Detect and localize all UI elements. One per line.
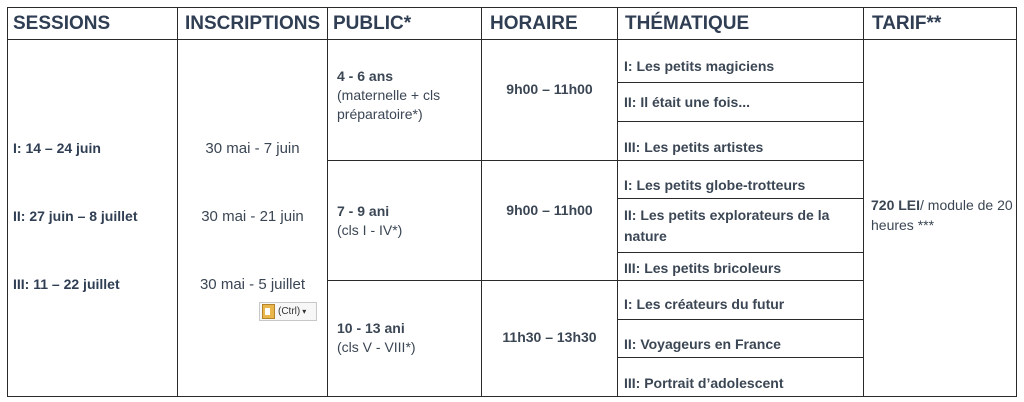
theme-item: III: Les petits artistes bbox=[624, 139, 764, 155]
table-border bbox=[7, 7, 8, 397]
tarif-price: 720 LEI bbox=[871, 197, 921, 213]
schedule-table bbox=[7, 7, 1017, 397]
horaire-1: 9h00 – 11h00 bbox=[506, 81, 593, 97]
horaire-3: 11h30 – 13h30 bbox=[502, 329, 597, 345]
theme-item: II: Il était une fois... bbox=[624, 93, 751, 110]
inscription-3: 30 mai - 5 juillet bbox=[199, 276, 306, 293]
horaire-2: 9h00 – 11h00 bbox=[506, 202, 593, 218]
header-sessions: SESSIONS bbox=[13, 12, 111, 34]
theme-item: II: Voyageurs en France bbox=[624, 336, 781, 352]
column-divider bbox=[177, 7, 178, 397]
chevron-down-icon: ▾ bbox=[302, 307, 307, 316]
header-horaire: HORAIRE bbox=[490, 12, 578, 34]
age-range: 4 - 6 ans bbox=[337, 68, 394, 84]
header-divider bbox=[7, 39, 1017, 40]
age-detail: (maternelle + cls préparatoire*) bbox=[337, 87, 441, 122]
public-group-2 bbox=[337, 202, 477, 240]
theme-item: I: Les petits magiciens bbox=[624, 58, 775, 74]
theme-item: I: Les petits globe-trotteurs bbox=[624, 177, 806, 193]
header-public: PUBLIC* bbox=[333, 12, 412, 34]
table-border bbox=[1016, 7, 1017, 397]
theme-item: II: Les petits explorateurs de la nature bbox=[624, 206, 830, 244]
session-3: III: 11 – 22 juillet bbox=[13, 276, 120, 292]
public-group-1 bbox=[337, 67, 477, 124]
age-range: 10 - 13 ani bbox=[337, 320, 405, 336]
column-divider bbox=[327, 7, 328, 397]
theme-divider bbox=[617, 121, 863, 122]
column-divider bbox=[863, 7, 864, 397]
public-group-3 bbox=[337, 319, 477, 357]
paste-options-label: (Ctrl) bbox=[278, 306, 301, 317]
session-2: II: 27 juin – 8 juillet bbox=[13, 208, 138, 224]
tarif-cell bbox=[871, 195, 1013, 235]
header-inscriptions: INSCRIPTIONS bbox=[185, 12, 321, 34]
inscription-1: 30 mai - 7 juin bbox=[205, 140, 300, 157]
theme-item: I: Les créateurs du futur bbox=[624, 296, 785, 312]
theme-item: III: Portrait d’adolescent bbox=[624, 375, 784, 391]
header-thematique: THÉMATIQUE bbox=[625, 12, 750, 34]
table-border bbox=[7, 396, 1017, 397]
age-detail: (cls I - IV*) bbox=[337, 222, 403, 238]
session-1: I: 14 – 24 juin bbox=[13, 140, 101, 156]
age-detail: (cls V - VIII*) bbox=[337, 339, 416, 355]
tarif-detail: / module de 20 heures *** bbox=[871, 197, 1013, 233]
paste-options-button[interactable] bbox=[259, 302, 317, 321]
age-range: 7 - 9 ani bbox=[337, 203, 390, 219]
theme-item: III: Les petits bricoleurs bbox=[624, 260, 782, 276]
inscription-2: 30 mai - 21 juin bbox=[201, 208, 304, 225]
clipboard-icon bbox=[262, 304, 275, 319]
header-tarif: TARIF** bbox=[872, 12, 942, 34]
